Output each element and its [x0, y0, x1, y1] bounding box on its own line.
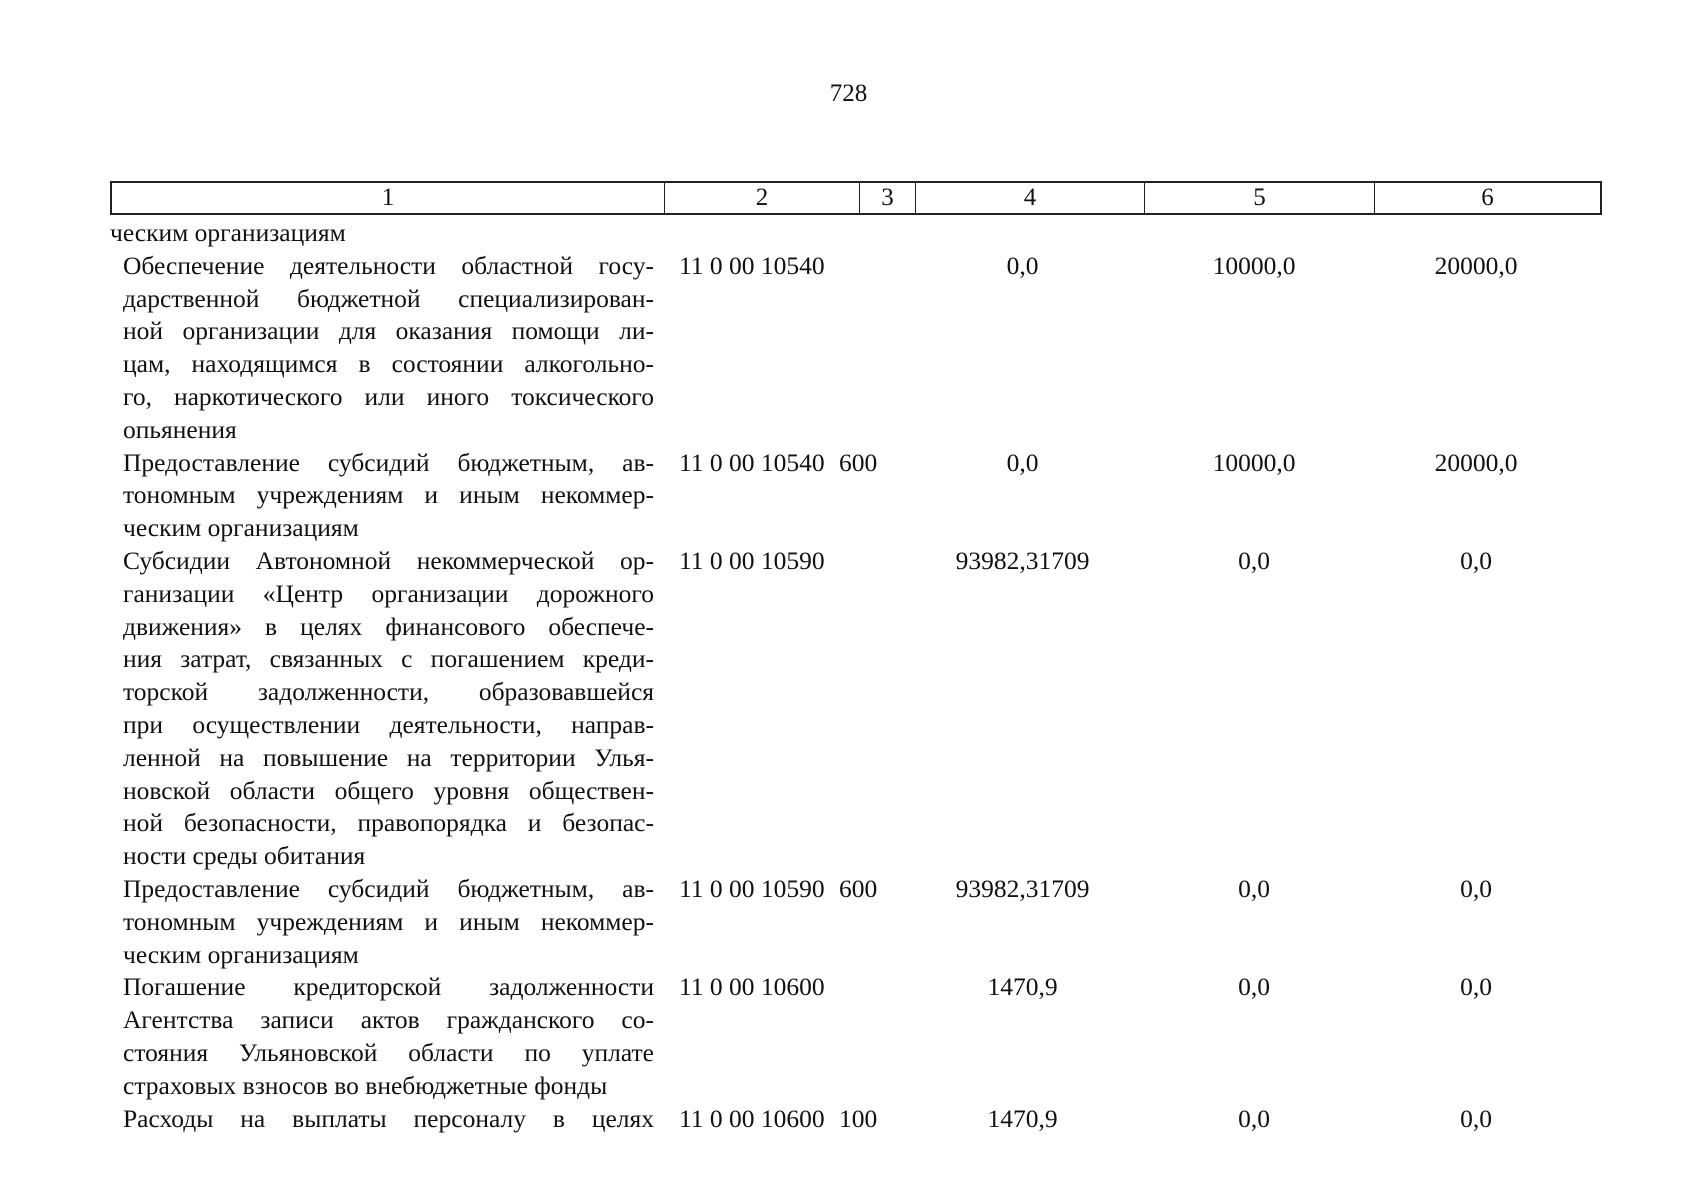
row-type: 100 [839, 1103, 878, 1133]
row-value-col6: 20000,0 [1434, 447, 1518, 477]
row-code [654, 217, 839, 250]
row-code: 11 0 00 10590 [679, 545, 825, 575]
row-name-line: Обеспечение деятельности областной госу- [123, 250, 654, 280]
row-name-line: ческим организациям [123, 939, 359, 969]
row-name-line: Агентства записи актов гражданского со- [123, 1005, 654, 1035]
row-name-line: цам, находящимся в состоянии алкогольно- [123, 349, 654, 379]
row-value-col4: 1470,9 [987, 1103, 1058, 1133]
table-header [110, 181, 1602, 215]
row-name [110, 1103, 654, 1136]
row-name-line: Субсидии Автономной некоммерческой ор- [123, 545, 654, 575]
row-value-col6 [1361, 217, 1591, 250]
row-code: 11 0 00 10590 [679, 873, 825, 903]
row-value-col4: 0,0 [1006, 447, 1039, 477]
table-row [110, 873, 1602, 971]
row-value-col4: 93982,31709 [955, 873, 1090, 903]
row-name-line: страховых взносов во внебюджетные фонды [123, 1070, 608, 1100]
page-number: 728 [829, 80, 868, 107]
header-col-1: 1 [112, 183, 665, 213]
header-col-3: 3 [860, 183, 916, 213]
row-value-col5: 10000,0 [1212, 250, 1296, 280]
table-row [110, 250, 1602, 447]
row-value-col5: 0,0 [1238, 972, 1270, 1002]
row-name [110, 250, 654, 447]
row-name-line: ния затрат, связанных с погашением креди- [123, 644, 654, 674]
row-type: 600 [839, 873, 878, 903]
row-name [110, 447, 654, 545]
row-name-line: опьянения [123, 414, 237, 444]
row-name-line: ческим организациям [123, 513, 359, 543]
row-type [839, 545, 898, 873]
row-name-line: Расходы на выплаты персоналу в целях [123, 1103, 654, 1133]
row-value-col5: 10000,0 [1212, 447, 1296, 477]
row-name-line: тономным учреждениям и иным некоммер- [123, 906, 654, 936]
row-name-line: ческим организациям [110, 218, 346, 247]
row-type [839, 971, 898, 1102]
table-row [110, 447, 1602, 545]
row-name-line: стояния Ульяновской области по уплате [123, 1037, 654, 1067]
row-value-col5: 0,0 [1238, 873, 1270, 903]
row-type [839, 217, 898, 250]
row-value-col6: 0,0 [1460, 873, 1492, 903]
row-name-line: Предоставление субсидий бюджетным, ав- [123, 447, 654, 477]
row-code: 11 0 00 10600 [679, 1103, 825, 1133]
row-name-line: движения» в целях финансового обеспече- [123, 611, 654, 641]
header-col-6: 6 [1481, 184, 1494, 211]
header-col-4: 4 [916, 183, 1145, 213]
row-name [110, 971, 654, 1102]
row-value-col6: 0,0 [1460, 1103, 1492, 1133]
row-name-line: го, наркотического или иного токсического [123, 381, 654, 411]
row-name-line: ной организации для оказания помощи ли- [123, 316, 654, 346]
row-value-col4 [898, 217, 1147, 250]
row-name-line: ной безопасности, правопорядка и безопас- [123, 808, 654, 838]
row-name-line: Погашение кредиторской задолженности [123, 972, 654, 1002]
row-name-line: ленной на повышение на территории Улья- [123, 742, 654, 772]
header-col-5: 5 [1145, 183, 1375, 213]
row-name-line: дарственной бюджетной специализирован- [123, 283, 654, 313]
row-code: 11 0 00 10540 [679, 250, 825, 280]
row-name-line: новской области общего уровня обществен- [123, 775, 654, 805]
row-type [839, 250, 898, 447]
row-code: 11 0 00 10600 [679, 972, 825, 1002]
row-name-line: ности среды обитания [123, 841, 366, 871]
row-value-col5 [1147, 217, 1361, 250]
row-value-col6: 0,0 [1460, 972, 1492, 1002]
row-name [110, 217, 654, 250]
table-row [110, 545, 1602, 873]
row-name [110, 873, 654, 971]
row-name-line: ганизации «Центр организации дорожного [123, 578, 654, 608]
table-row [110, 971, 1602, 1102]
row-name [110, 545, 654, 873]
row-code: 11 0 00 10540 [679, 447, 825, 477]
row-value-col6: 0,0 [1460, 545, 1492, 575]
table-row [110, 1103, 1602, 1136]
row-name-line: Предоставление субсидий бюджетным, ав- [123, 873, 654, 903]
row-value-col5: 0,0 [1238, 545, 1270, 575]
row-value-col4: 1470,9 [987, 972, 1058, 1002]
table-body [110, 217, 1602, 1135]
row-value-col4: 0,0 [1006, 250, 1039, 280]
row-value-col6: 20000,0 [1434, 250, 1518, 280]
table-row [110, 217, 1602, 250]
row-name-line: тономным учреждениям и иным некоммер- [123, 480, 654, 510]
header-col-2: 2 [665, 183, 860, 213]
row-value-col4: 93982,31709 [955, 545, 1090, 575]
row-value-col5: 0,0 [1238, 1103, 1270, 1133]
row-name-line: при осуществлении деятельности, направ- [123, 709, 654, 739]
row-name-line: торской задолженности, образовавшейся [123, 677, 654, 707]
row-type: 600 [839, 447, 878, 477]
